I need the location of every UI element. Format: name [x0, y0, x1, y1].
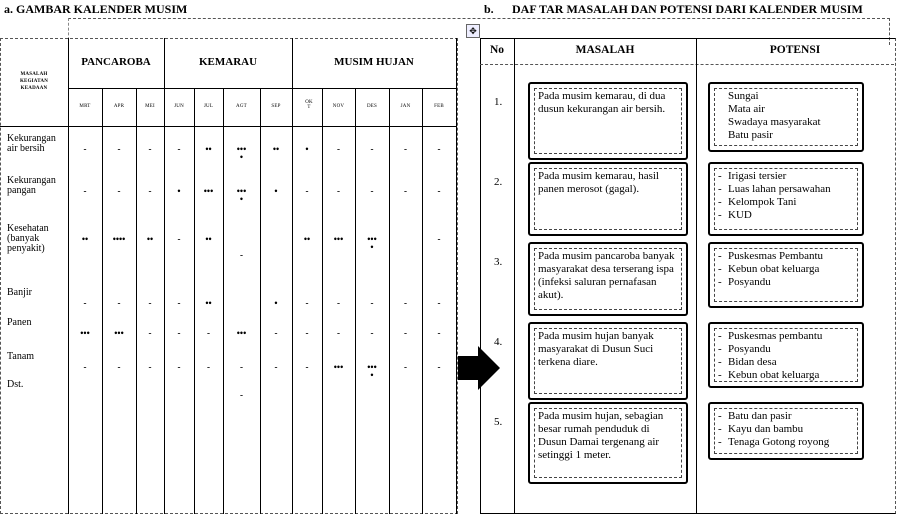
month-header: NOV — [332, 104, 345, 109]
row-number: 2. — [494, 176, 503, 188]
bullet-dash-icon: - — [718, 410, 722, 422]
potensi-item — [718, 196, 854, 209]
cell-mark: - — [337, 144, 340, 154]
month-header: JAN — [400, 104, 411, 109]
cell-mark: - — [437, 298, 441, 308]
cell-mark: - — [177, 234, 181, 244]
cell-mark: •• — [205, 234, 212, 244]
potensi-text: Posyandu — [728, 276, 771, 288]
cell-mark: • — [274, 298, 278, 308]
row-number: 1. — [494, 96, 503, 108]
cell-mark: ••• • — [236, 186, 247, 204]
cell-mark: - — [83, 186, 87, 196]
cell-mark: - — [370, 328, 374, 338]
potensi-item — [718, 129, 854, 142]
potensi-text: Posyandu — [728, 343, 771, 355]
col-masalah-header: MASALAH — [575, 44, 635, 56]
masalah-box — [528, 402, 688, 484]
bullet-dash-icon: - — [718, 250, 722, 262]
potensi-box-inner — [714, 328, 858, 382]
cell-mark: - — [337, 186, 340, 196]
cell-mark: ••• • — [367, 234, 377, 252]
month-header: JUN — [174, 104, 184, 109]
cell-mark: - — [437, 328, 441, 338]
month-header: SEP — [271, 104, 281, 109]
cell-mark: •• — [303, 234, 311, 244]
row-label: Tanam — [7, 351, 35, 362]
potensi-item — [718, 356, 854, 369]
cell-mark: - — [240, 250, 243, 260]
cell-mark: - — [148, 186, 152, 196]
bullet-dash-icon: - — [718, 423, 722, 435]
heading-letter-b: b. — [484, 2, 494, 16]
cell-mark: ••• — [333, 362, 344, 372]
calendar-gridline — [164, 38, 165, 514]
bullet-dash-icon: - — [718, 436, 722, 448]
cell-mark: - — [177, 362, 181, 372]
season-calendar — [0, 38, 458, 514]
potensi-text: Puskesmas Pembantu — [728, 250, 824, 262]
col-potensi-header: POTENSI — [769, 44, 821, 56]
row-label: Dst. — [7, 379, 24, 390]
cell-mark: •• — [81, 234, 89, 244]
potensi-item — [718, 209, 854, 222]
cell-mark: ••• — [114, 328, 124, 338]
row-number: 5. — [494, 416, 503, 428]
masalah-box — [528, 82, 688, 160]
cell-mark: •• — [205, 144, 212, 154]
cell-mark: - — [117, 362, 121, 372]
row-label: Kekurangan pangan — [7, 175, 56, 196]
heading-calendar: a. GAMBAR KALENDER MUSIM — [4, 2, 188, 16]
row-number: 4. — [494, 336, 503, 348]
cell-mark: - — [370, 186, 374, 196]
cell-mark: • — [274, 186, 278, 196]
cell-mark: - — [404, 186, 407, 196]
potensi-box-inner — [714, 408, 858, 454]
bullet-dash-icon: - — [718, 196, 722, 208]
potensi-box-inner — [714, 88, 858, 146]
table-divider — [514, 38, 515, 514]
potensi-box-inner — [714, 248, 858, 302]
cell-mark: - — [177, 328, 181, 338]
cell-mark: - — [83, 298, 87, 308]
cell-mark: - — [207, 362, 210, 372]
potensi-text: Luas lahan persawahan — [728, 183, 831, 195]
table-divider — [696, 38, 697, 514]
cell-mark: - — [117, 298, 121, 308]
cell-mark: - — [305, 298, 309, 308]
cell-mark: - — [148, 144, 152, 154]
potensi-text: Irigasi tersier — [728, 170, 787, 182]
masalah-text: Pada musim kemarau, di dua dusun kekurangan air bersih. — [538, 90, 666, 115]
cell-mark: ••• — [80, 328, 90, 338]
cell-mark: - — [337, 328, 340, 338]
masalah-text: Pada musim kemarau, hasil panen merosot (gagal). — [538, 170, 659, 195]
bullet-dash-icon: - — [718, 356, 722, 368]
cell-mark: - — [148, 362, 152, 372]
row-number: 3. — [494, 256, 503, 268]
potensi-text: Batu pasir — [728, 129, 773, 141]
cell-mark: - — [305, 328, 309, 338]
arrow-right-icon — [458, 356, 478, 380]
cell-mark: - — [437, 362, 441, 372]
season-header: PANCAROBA — [81, 56, 151, 68]
row-label: Kekurangan air bersih — [7, 133, 56, 154]
month-header: APR — [113, 104, 125, 109]
cell-mark: - — [83, 362, 87, 372]
bullet-dash-icon: - — [718, 369, 722, 381]
season-header: KEMARAU — [198, 56, 258, 68]
calendar-gridline — [292, 38, 293, 514]
row-label: Kesehatan (banyak penyakit) — [7, 223, 49, 254]
masalah-box — [528, 242, 688, 316]
cell-mark: ••• — [236, 328, 247, 338]
month-header: OK T — [305, 100, 313, 110]
move-handle-icon[interactable]: ✥ — [466, 24, 480, 38]
potensi-text: Swadaya masyarakat — [728, 116, 821, 128]
season-header: MUSIM HUJAN — [334, 56, 414, 68]
masalah-box-inner — [534, 328, 682, 394]
bullet-dash-icon: - — [718, 343, 722, 355]
potensi-item — [718, 343, 854, 356]
cell-mark: - — [305, 362, 309, 372]
bullet-dash-icon: - — [718, 330, 722, 342]
potensi-text: Bidan desa — [728, 356, 777, 368]
cell-mark: - — [83, 144, 87, 154]
potensi-item — [718, 330, 854, 343]
masalah-box-inner — [534, 248, 682, 310]
potensi-item — [718, 410, 854, 423]
row-label: Panen — [7, 317, 32, 328]
calendar-gridline — [68, 88, 456, 89]
potensi-box — [708, 402, 864, 460]
cell-mark: - — [370, 144, 374, 154]
masalah-box-inner — [534, 168, 682, 230]
corner-label-line: KEGIATAN — [19, 79, 49, 84]
cell-mark: - — [404, 144, 407, 154]
cell-mark: ••• — [203, 186, 214, 196]
cell-mark: - — [148, 298, 152, 308]
potensi-item — [718, 250, 854, 263]
cell-mark: - — [437, 234, 441, 244]
masalah-text: Pada musim hujan banyak masyarakat di Dusun Suci terkena diare. — [538, 330, 654, 368]
calendar-gridline — [456, 38, 457, 514]
masalah-box — [528, 322, 688, 400]
cell-mark: - — [240, 390, 243, 400]
cell-mark: • — [305, 144, 309, 154]
potensi-item — [718, 436, 854, 449]
corner-label-line: MASALAH — [20, 72, 48, 77]
cell-mark: - — [305, 186, 309, 196]
cell-mark: - — [337, 298, 340, 308]
masalah-box — [528, 162, 688, 236]
cell-mark: - — [404, 328, 407, 338]
cell-mark: ••• • — [236, 144, 247, 162]
month-header: DES — [366, 104, 378, 109]
col-no-header: No — [489, 44, 505, 56]
problem-potential-table — [480, 38, 896, 514]
bullet-dash-icon: - — [718, 263, 722, 275]
potensi-text: KUD — [728, 209, 752, 221]
cell-mark: ••• — [333, 234, 344, 244]
masalah-text: Pada musim pancaroba banyak masyarakat desa terserang ispa (infeksi saluran pernafasan akut). — [538, 250, 675, 301]
potensi-box-inner — [714, 168, 858, 230]
cell-mark: - — [240, 362, 243, 372]
calendar-gridline — [68, 38, 69, 514]
potensi-box — [708, 82, 864, 152]
potensi-text: Kayu dan bambu — [728, 423, 804, 435]
cell-mark: •••• — [112, 234, 126, 244]
potensi-item — [718, 263, 854, 276]
masalah-text: Pada musim hujan, sebagian besar rumah penduduk di Dusun Damai tergenang air setinggi 1 meter. — [538, 410, 664, 461]
cell-mark: ••• • — [367, 362, 377, 380]
row-label: Banjir — [7, 287, 32, 298]
cell-mark: - — [437, 186, 441, 196]
potensi-text: Kelompok Tani — [728, 196, 797, 208]
cell-mark: - — [148, 328, 152, 338]
potensi-text: Kebun obat keluarga — [728, 369, 820, 381]
cell-mark: - — [274, 362, 278, 372]
bullet-dash-icon: - — [718, 183, 722, 195]
potensi-text: Kebun obat keluarga — [728, 263, 820, 275]
potensi-text: Mata air — [728, 103, 765, 115]
potensi-text: Sungai — [728, 90, 759, 102]
potensi-text: Puskesmas pembantu — [728, 330, 823, 342]
cell-mark: - — [274, 328, 278, 338]
heading-list: DAF TAR MASALAH DAN POTENSI DARI KALENDER MUSIM — [512, 2, 863, 16]
potensi-text: Batu dan pasir — [728, 410, 792, 422]
month-header: MRT — [79, 104, 91, 109]
cell-mark: - — [404, 298, 407, 308]
cell-mark: - — [370, 298, 374, 308]
cell-mark: - — [177, 298, 181, 308]
month-header: FEB — [434, 104, 444, 109]
cell-mark: •• — [272, 144, 280, 154]
potensi-item — [718, 90, 854, 103]
potensi-box — [708, 242, 864, 308]
cell-mark: - — [207, 328, 210, 338]
calendar-gridline — [0, 126, 456, 127]
bullet-dash-icon: - — [718, 170, 722, 182]
potensi-item — [718, 423, 854, 436]
bullet-dash-icon: - — [718, 276, 722, 288]
potensi-box — [708, 162, 864, 236]
potensi-item — [718, 276, 854, 289]
cell-mark: - — [404, 362, 407, 372]
cell-mark: - — [117, 144, 121, 154]
potensi-item — [718, 369, 854, 382]
cell-mark: •• — [146, 234, 154, 244]
corner-label-line: KEADAAN — [20, 86, 48, 91]
cell-mark: - — [437, 144, 441, 154]
month-header: MEI — [145, 104, 155, 109]
masalah-box-inner — [534, 88, 682, 154]
cell-mark: - — [117, 186, 121, 196]
cell-mark: • — [177, 186, 181, 196]
potensi-item — [718, 183, 854, 196]
potensi-item — [718, 103, 854, 116]
cell-mark: •• — [205, 298, 212, 308]
potensi-box — [708, 322, 864, 388]
potensi-item — [718, 170, 854, 183]
month-header: JUL — [203, 104, 214, 109]
potensi-item — [718, 116, 854, 129]
month-header: AGT — [236, 104, 247, 109]
bullet-dash-icon: - — [718, 209, 722, 221]
cell-mark: - — [177, 144, 181, 154]
masalah-box-inner — [534, 408, 682, 478]
potensi-text: Tenaga Gotong royong — [728, 436, 830, 448]
